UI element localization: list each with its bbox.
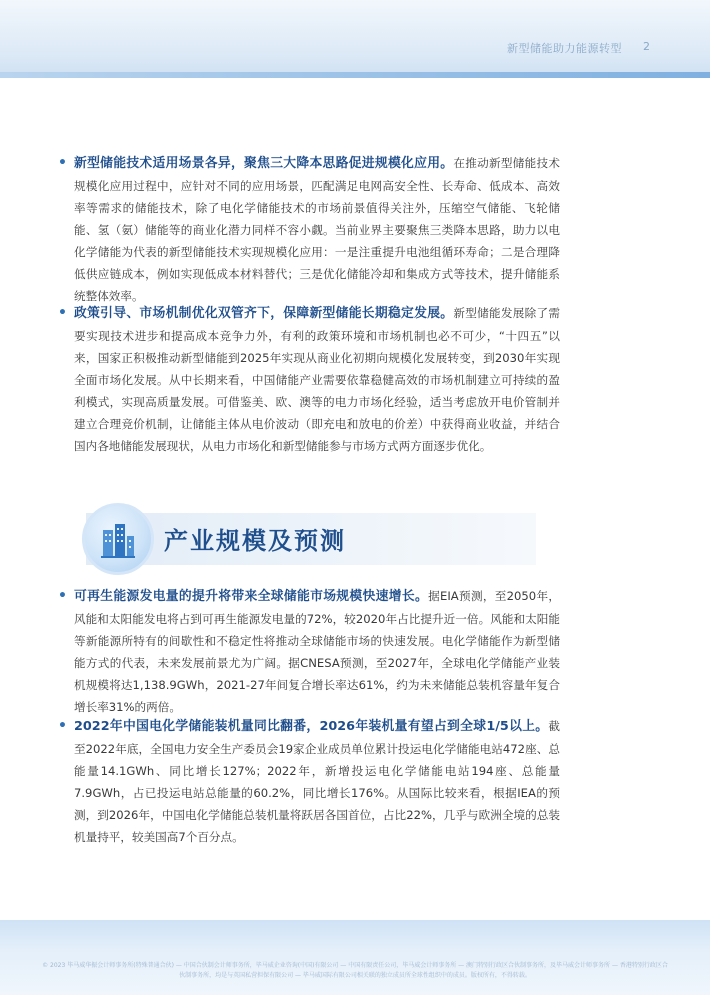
- paragraph-lead: 可再生能源发电量的提升将带来全球储能市场规模快速增长。: [74, 589, 429, 604]
- footer-band: [0, 920, 710, 995]
- footer-copyright: © 2023 毕马威华振会计师事务所(特殊普通合伙) — 中国合伙制会计师事务所，毕马威企业咨询(中国)有限公司 — 中国有限责任公司，毕马威会计师事务所 — 澳门特别行政区合伙制事务所，及毕马威会计师事务所 — 香港特别行政区合伙制事务所，均是与英国私营担保有限公司 — 毕马威国际有限公司相关联的独立成员所全球性组织中的成员。版权所有，不得转载。: [42, 962, 668, 979]
- bullet-icon: •: [58, 155, 67, 171]
- paragraph-body: 新型储能发展除了需要实现技术进步和提高成本竞争力外，有利的政策环境和市场机制也必不可少，“十四五”以来，国家正积极推动新型储能到2025年实现从商业化初期向规模化发展转变，到2030年实现全面市场化发展。从中长期来看，中国储能产业需要依靠稳健高效的市场机制建立可持续的盈利模式，实现高质量发展。可借鉴美、欧、澳等的电力市场化经验，适当考虑放开电价管制并建立合理竞价机制，让储能主体从电价波动（即充电和放电的价差）中获得商业收益，并结合国内各地储能发展现状，从电力市场化和新型储能参与市场方式两方面逐步优化。: [74, 306, 560, 453]
- header-band: [0, 0, 710, 78]
- paragraph-scenarios: [58, 152, 560, 307]
- paragraph-body: 据EIA预测，至2050年，风能和太阳能发电将占到可再生能源发电量的72%，较2020年占比提升近一倍。风能和太阳能等新能源所特有的间歇性和不稳定性将推动全球储能市场的快速发展。电化学储能作为新型储能方式的代表，未来发展前景尤为广阔。据CNESA预测，至2027年，全球电化学储能产业装机规模将达1,138.9GWh，2021-27年间复合增长率达61%，约为未来储能总装机容量年复合增长率31%的两倍。: [74, 589, 561, 714]
- paragraph-china-capacity: [58, 715, 560, 848]
- paragraph-lead: 2022年中国电化学储能装机量同比翻番，2026年装机量有望占到全球1/5以上。: [74, 719, 549, 734]
- bullet-icon: •: [58, 305, 67, 321]
- bullet-icon: •: [58, 718, 67, 734]
- page-number: 2: [643, 40, 650, 53]
- paragraph-body: 截至2022年底，全国电力安全生产委员会19家企业成员单位累计投运电化学储能电站472座、总能量14.1GWh、同比增长127%；2022年，新增投运电化学储能电站194座、总能量7.9GWh，占已投运电站总能量的60.2%，同比增长176%。从国际比较来看，根据IEA的预测，到2026年，中国电化学储能总装机量将跃居各国首位，占比22%，几乎与欧洲全境的总装机量持平，较美国高7个百分点。: [74, 719, 560, 844]
- paragraph-policy: [58, 302, 560, 457]
- building-icon: [82, 503, 154, 575]
- paragraph-body: 在推动新型储能技术规模化应用过程中，应针对不同的应用场景，匹配满足电网高安全性、长寿命、低成本、高效率等需求的储能技术，除了电化学储能技术的市场前景值得关注外，压缩空气储能、飞轮储能、氢（氨）储能等的商业化潜力同样不容小觑。当前业界主要聚焦三类降本思路，助力以电化学储能为代表的新型储能技术实现规模化应用：一是注重提升电池组循环寿命；二是合理降低供应链成本，例如实现低成本材料替代；三是优化储能冷却和集成方式等技术，提升储能系统整体效率。: [74, 156, 560, 303]
- section-title: 产业规模及预测: [164, 527, 346, 555]
- header-title: 新型储能助力能源转型: [507, 42, 622, 55]
- paragraph-lead: 新型储能技术适用场景各异，聚焦三大降本思路促进规模化应用。: [74, 156, 454, 171]
- paragraph-global-market: [58, 585, 561, 718]
- paragraph-lead: 政策引导、市场机制优化双管齐下，保障新型储能长期稳定发展。: [74, 306, 454, 321]
- bullet-icon: •: [58, 588, 67, 604]
